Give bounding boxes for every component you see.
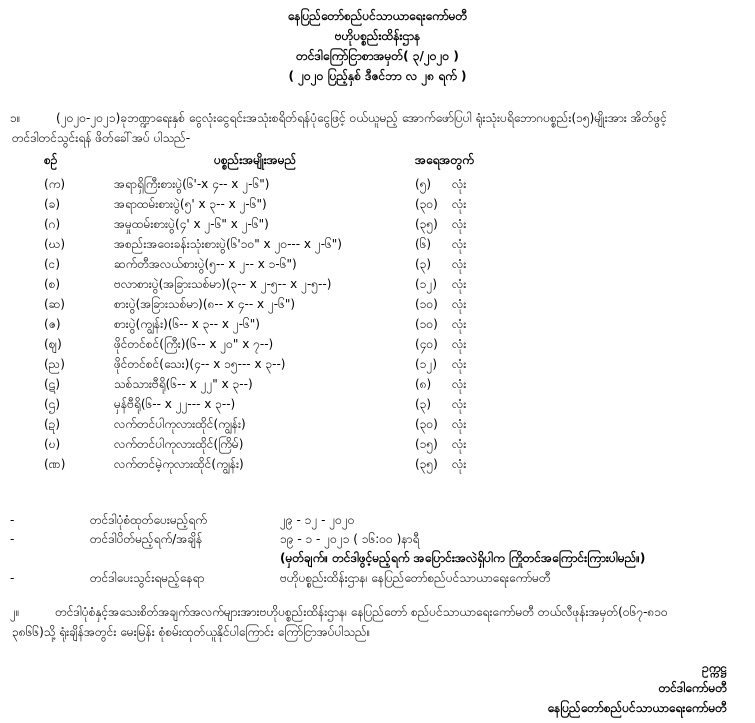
- row-quantity: (၃၀): [415, 197, 438, 211]
- table-row: [0, 216, 755, 236]
- row-serial: (ဏ): [44, 457, 66, 471]
- row-quantity: (၃၅): [415, 217, 438, 231]
- row-serial: (ခ): [44, 197, 61, 211]
- row-serial: (ဋ): [44, 377, 61, 391]
- row-unit: လုံး: [452, 417, 467, 431]
- info-issue-date: [0, 512, 755, 532]
- row-item-name: လက်တင်ပါကုလားထိုင်(ကြိမ်): [114, 437, 244, 451]
- info-closing-date: [0, 531, 755, 551]
- table-row: [0, 296, 755, 316]
- row-unit: လုံး: [452, 297, 467, 311]
- org-title: နေပြည်တော်စည်ပင်သာယာရေးကော်မတီ: [287, 9, 468, 23]
- row-unit: လုံး: [452, 217, 467, 231]
- row-quantity: (၆): [415, 237, 432, 251]
- table-row: [0, 436, 755, 456]
- table-row: [0, 316, 755, 336]
- paragraph-1-text: (၂၀၂၀-၂၀၂၁)ခုဘဏ္ဍာရေးနှစ် ငွေလုံးငွေရင်းအသုံးစရိတ်ရန်ပုံငွေဖြင့် ဝယ်ယူမည့် အောက်ဖော်ပြပါ ရုံးသုံးပရိဘောဂပစ္စည်း(၁၅)မျိုးအား အိတ်ဖွင့်: [56, 111, 667, 125]
- notice-date: ( ၂၀၂၀ ပြည့်နှစ် ဒီဇင်ဘာ လ ၂၈ ရက် ): [288, 69, 467, 83]
- header-serial: စဉ်: [44, 153, 58, 167]
- row-quantity: (၅): [415, 177, 432, 191]
- table-row: [0, 236, 755, 256]
- remark-note: (မှတ်ချက်။ တင်ဒါဖွင့်မည့်ရက် အပြောင်းအလဲရှိပါက ကြိုတင်အကြောင်းကြားပါမည်။): [280, 551, 646, 565]
- row-item-name: ဆက်တီအလယ်စားပွဲ(၅-- x ၂-- x ၁-၆"): [114, 257, 297, 271]
- table-row: [0, 356, 755, 376]
- row-item-name: သစ်သားဗီရို(၆-- x ၂၂" x ၃--): [114, 377, 253, 391]
- row-unit: လုံး: [452, 177, 467, 191]
- row-unit: လုံး: [452, 377, 467, 391]
- row-serial: (ဇ): [44, 317, 61, 331]
- table-row: [0, 276, 755, 296]
- row-serial: (င): [44, 257, 61, 271]
- row-unit: လုံး: [452, 357, 467, 371]
- row-item-name: မှန်ဗီရို(၆-- x ၂၂--- x ၃--): [114, 397, 236, 411]
- row-serial: (ဌ): [44, 397, 61, 411]
- row-quantity: (၁၂): [415, 357, 438, 371]
- info-value: ဗဟိုပစ္စည်းထိန်းဌာန၊ နေပြည်တော်စည်ပင်သာယာရေးကော်မတီ: [280, 571, 551, 585]
- row-quantity: (၈): [415, 377, 432, 391]
- header-item-name: ပစ္စည်းအမျိုးအမည်: [214, 153, 297, 167]
- row-item-name: လက်တင်ပါကုလားထိုင်(ကျွန်း): [114, 417, 246, 431]
- row-unit: လုံး: [452, 397, 467, 411]
- tender-notice-number: တင်ဒါကြော်ငြာစာအမှတ်( ၃/၂၀၂၀ ): [296, 49, 459, 63]
- signature-title: ဥက္ကဋ္ဌ: [702, 661, 727, 675]
- paragraph-1-line-1: [10, 110, 667, 126]
- row-quantity: (၁၀): [415, 317, 438, 331]
- row-serial: (ဂ): [44, 217, 61, 231]
- row-quantity: (၁၂): [415, 277, 438, 291]
- paragraph-2-number: ၂။: [10, 605, 20, 619]
- row-unit: လုံး: [452, 277, 467, 291]
- header-quantity: အရေအတွက်: [415, 153, 474, 167]
- row-serial: (ဍ): [44, 417, 61, 431]
- row-item-name: ဗလာစားပွဲ(အခြားသစ်မာ)(၃-- x ၂-၅-- x ၂-၅--): [114, 277, 332, 291]
- row-item-name: ဖိုင်တင်စင်(ကြီး)(၆-- x ၂၀" x ၇--): [114, 337, 274, 351]
- paragraph-2-line-2: ၃၈၆၆)သို့ ရုံးချိန်အတွင်း မေးမြန်း စုံစမ်းထုတ်ယူနိုင်ပါကြောင်း ကြော်ငြာအပ်ပါသည်။: [12, 625, 371, 639]
- signature-organization: နေပြည်တော်စည်ပင်သာယာရေးကော်မတီ: [547, 701, 727, 715]
- row-quantity: (၃၀): [415, 417, 438, 431]
- info-value: ၁၉ - ၁ - ၂၀၂၁ ( ၁၆:၀၀ )နာရီ: [280, 532, 420, 546]
- info-dash: -: [10, 513, 15, 527]
- row-item-name: စားပွဲ(အခြားသစ်မာ)(၈-- x ၄-- x ၂-၆"): [114, 297, 296, 311]
- info-label: တင်ဒါပုံစံထုတ်ပေးမည့်ရက်: [90, 513, 208, 527]
- table-row: [0, 176, 755, 196]
- signature-committee: တင်ဒါကော်မတီ: [658, 681, 727, 695]
- paragraph-2-line-1: [10, 604, 668, 620]
- row-quantity: (၁၀): [415, 297, 438, 311]
- row-serial: (ဆ): [44, 297, 65, 311]
- row-unit: လုံး: [452, 457, 467, 471]
- row-serial: (ည): [44, 357, 65, 371]
- row-serial: (ဃ): [44, 237, 66, 251]
- row-item-name: အရာထမ်းစားပွဲ(၅' x ၃-- x ၂-၆"): [114, 197, 267, 211]
- row-unit: လုံး: [452, 337, 467, 351]
- table-row: [0, 336, 755, 356]
- row-unit: လုံး: [452, 237, 467, 251]
- row-quantity: (၃): [415, 257, 432, 271]
- row-quantity: (၃၅): [415, 457, 438, 471]
- row-item-name: အရာရှိကြီးစားပွဲ(၆'-x ၄-- x ၂-၆"): [114, 177, 270, 191]
- row-unit: လုံး: [452, 437, 467, 451]
- paragraph-1-line-2: တင်ဒါတင်သွင်းရန် ဖိတ်ခေါ်အပ် ပါသည်-: [12, 131, 191, 145]
- row-item-name: လက်တင်မဲ့ကုလားထိုင်(ကျွန်း): [114, 457, 244, 471]
- table-row: [0, 456, 755, 476]
- table-row: [0, 416, 755, 436]
- row-item-name: အစည်းအဝေးခန်းသုံးစားပွဲ(၆'၁၀" x ၂၀--- x ၂-၆"): [114, 237, 342, 251]
- row-quantity: (၃): [415, 397, 432, 411]
- row-unit: လုံး: [452, 197, 467, 211]
- row-serial: (စ): [44, 277, 61, 291]
- row-serial: (က): [44, 177, 66, 191]
- info-label: တင်ဒါပေးသွင်းရမည့်နေရာ: [90, 571, 205, 585]
- row-serial: (ဎ): [44, 437, 61, 451]
- row-quantity: (၄၀): [415, 337, 438, 351]
- paragraph-1-number: ၁။: [10, 111, 21, 125]
- row-unit: လုံး: [452, 317, 467, 331]
- table-row: [0, 256, 755, 276]
- paragraph-2-text: တင်ဒါပုံစံနှင့်အသေးစိတ်အချက်အလက်များအားဗဟိုပစ္စည်းထိန်းဌာန၊ နေပြည်တော် စည်ပင်သာယာရေးကော်မတီ တယ်လီဖုန်းအမှတ်(၀၆၇-၈၁၀: [55, 605, 668, 619]
- info-dash: -: [10, 532, 15, 546]
- info-label: တင်ဒါပိတ်မည့်ရက်/အချိန်: [90, 532, 203, 546]
- info-dash: -: [10, 571, 15, 585]
- table-row: [0, 376, 755, 396]
- table-row: [0, 196, 755, 216]
- info-value: ၂၉ - ၁၂ - ၂၀၂၀: [280, 513, 355, 527]
- info-submission-place: [0, 570, 755, 590]
- table-row: [0, 396, 755, 416]
- row-item-name: စားပွဲ(ကျွန်း)(၆-- x ၃-- x ၂-၆"): [114, 317, 260, 331]
- row-item-name: ဖိုင်တင်စင်(သေး)(၄-- x ၁၅--- x ၃--): [114, 357, 286, 371]
- row-item-name: အမှုထမ်းစားပွဲ(၄' x ၂-၆" x ၂-၆"): [114, 217, 269, 231]
- department-title: ဗဟိုပစ္စည်းထိန်းဌာန: [334, 29, 421, 43]
- row-quantity: (၁၅): [415, 437, 438, 451]
- row-serial: (ဈ): [44, 337, 62, 351]
- row-unit: လုံး: [452, 257, 467, 271]
- table-header: [0, 152, 755, 172]
